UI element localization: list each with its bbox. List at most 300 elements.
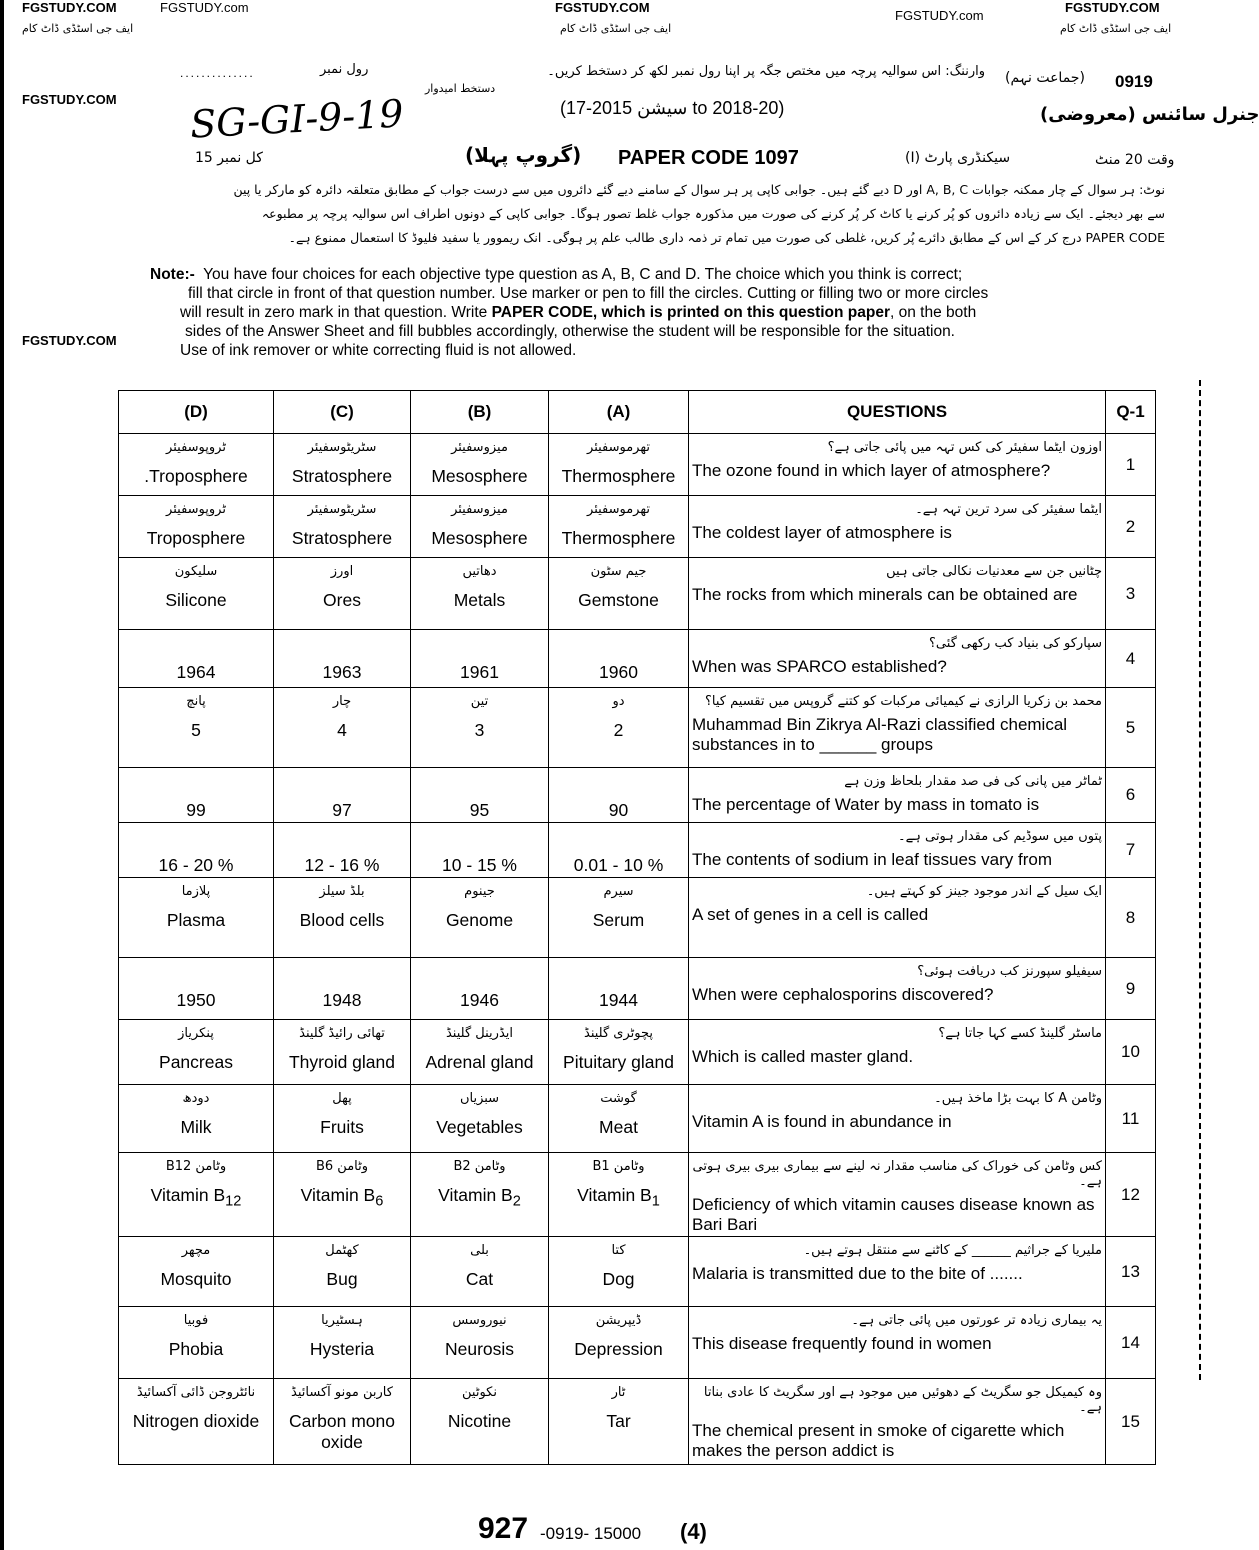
watermark: FGSTUDY.com bbox=[160, 0, 249, 15]
option-text: Nicotine bbox=[447, 1411, 512, 1431]
option-text: 97 bbox=[332, 800, 352, 820]
option-urdu bbox=[414, 964, 545, 986]
option-text: Vitamin B bbox=[577, 1185, 652, 1205]
table-row bbox=[119, 688, 1156, 768]
table-row bbox=[119, 1020, 1156, 1085]
option-english bbox=[414, 855, 545, 876]
header-q1: Q-1 bbox=[1106, 391, 1156, 434]
option-d bbox=[119, 630, 274, 688]
option-a bbox=[549, 1237, 689, 1307]
note-line: will result in zero mark in that question. Write bbox=[180, 304, 492, 321]
question-urdu: ماسٹر گلینڈ کسے کہا جاتا ہے؟ bbox=[938, 1026, 1102, 1041]
watermark: FGSTUDY.COM bbox=[22, 0, 117, 15]
option-text: 1964 bbox=[176, 662, 216, 682]
option-text: Plasma bbox=[166, 910, 226, 930]
option-urdu: فوبیا bbox=[183, 1313, 209, 1328]
question-english: A set of genes in a cell is called bbox=[692, 905, 929, 924]
option-text: 90 bbox=[608, 800, 629, 820]
option-urdu: نیوروسس bbox=[452, 1313, 507, 1328]
option-text: Nitrogen dioxide bbox=[132, 1411, 260, 1431]
option-c bbox=[274, 1307, 411, 1379]
question-number: 4 bbox=[1106, 630, 1156, 688]
option-urdu: سٹریٹوسفیئر bbox=[307, 502, 377, 517]
option-subscript: 12 bbox=[225, 1193, 242, 1210]
note-label: Note:- bbox=[150, 266, 195, 283]
option-english bbox=[122, 800, 270, 821]
option-text: Vitamin B bbox=[438, 1185, 513, 1205]
option-urdu: تھرموسفیئر bbox=[587, 440, 650, 455]
question-cell bbox=[689, 558, 1106, 630]
option-d bbox=[119, 958, 274, 1020]
question-urdu: چٹانیں جن سے معدنیات نکالی جاتی ہیں bbox=[886, 564, 1102, 579]
option-c bbox=[274, 958, 411, 1020]
option-english bbox=[552, 1052, 685, 1073]
option-english bbox=[122, 1185, 270, 1210]
option-text: 1948 bbox=[322, 990, 362, 1010]
header-b: (B) bbox=[411, 391, 549, 434]
option-a bbox=[549, 558, 689, 630]
option-text: Genome bbox=[445, 910, 514, 930]
option-text: Silicone bbox=[165, 590, 227, 610]
question-english: The chemical present in smoke of cigarette which makes the person addict is bbox=[692, 1421, 1065, 1460]
option-english bbox=[277, 800, 407, 821]
table-row bbox=[119, 958, 1156, 1020]
option-english bbox=[414, 1185, 545, 1210]
option-english bbox=[552, 800, 685, 821]
question-cell bbox=[689, 1379, 1106, 1465]
option-english bbox=[277, 1117, 407, 1138]
option-b bbox=[411, 434, 549, 496]
table-row bbox=[119, 1153, 1156, 1237]
question-number: 10 bbox=[1106, 1020, 1156, 1085]
question-cell bbox=[689, 1085, 1106, 1153]
total-marks: کل نمبر 15 bbox=[195, 150, 263, 166]
option-urdu: ٹروپوسفیئر bbox=[166, 502, 226, 517]
option-text: Stratosphere bbox=[291, 466, 393, 486]
question-urdu: سپارکو کی بنیاد کب رکھی گئی؟ bbox=[929, 636, 1102, 651]
option-urdu: جینوم bbox=[464, 884, 495, 899]
question-urdu: ٹماٹر میں پانی کی فی صد مقدار بلحاظ وزن ہے bbox=[844, 774, 1102, 789]
option-urdu: میزوسفیئر bbox=[451, 502, 508, 517]
question-number: 12 bbox=[1106, 1153, 1156, 1237]
option-urdu bbox=[122, 774, 270, 796]
option-urdu: وٹامن B1 bbox=[592, 1159, 645, 1174]
option-text: Serum bbox=[592, 910, 645, 930]
session: (سیشن 2015-17 to 2018-20) bbox=[560, 98, 785, 118]
question-number: 7 bbox=[1106, 823, 1156, 878]
option-urdu: پلازما bbox=[181, 884, 211, 899]
footer-code: -0919- 15000 bbox=[540, 1524, 642, 1543]
question-english: When was SPARCO established? bbox=[692, 657, 947, 676]
option-english bbox=[552, 1411, 685, 1432]
part-label: سیکنڈری پارٹ (I) bbox=[905, 150, 1011, 166]
option-english bbox=[552, 1185, 685, 1210]
option-text: Meat bbox=[599, 1117, 638, 1137]
option-c bbox=[274, 1379, 411, 1465]
table-row bbox=[119, 768, 1156, 823]
option-text: Fruits bbox=[320, 1117, 364, 1137]
option-urdu: نائٹروجن ڈائی آکسائیڈ bbox=[136, 1385, 256, 1400]
option-english bbox=[277, 662, 407, 683]
option-d bbox=[119, 1379, 274, 1465]
option-b bbox=[411, 1020, 549, 1085]
question-cell bbox=[689, 1237, 1106, 1307]
option-text: 16 - 20 % bbox=[158, 855, 234, 875]
option-english bbox=[122, 662, 270, 683]
option-urdu bbox=[552, 829, 685, 851]
option-text: 95 bbox=[469, 800, 490, 820]
option-subscript: 1 bbox=[651, 1193, 660, 1210]
question-number: 5 bbox=[1106, 688, 1156, 768]
mcq-table bbox=[118, 390, 1156, 1465]
option-text: Mesosphere bbox=[431, 528, 528, 548]
option-english bbox=[122, 720, 270, 741]
option-english bbox=[277, 1339, 407, 1360]
option-text: 1950 bbox=[176, 990, 216, 1010]
option-urdu: تھرموسفیئر bbox=[587, 502, 650, 517]
question-cell bbox=[689, 1020, 1106, 1085]
question-number: 6 bbox=[1106, 768, 1156, 823]
option-a bbox=[549, 630, 689, 688]
option-text: Metals bbox=[453, 590, 506, 610]
option-urdu: ہسٹیریا bbox=[321, 1313, 363, 1328]
option-c bbox=[274, 1237, 411, 1307]
option-english bbox=[277, 910, 407, 931]
question-number: 2 bbox=[1106, 496, 1156, 558]
option-b bbox=[411, 1153, 549, 1237]
question-number: 1 bbox=[1106, 434, 1156, 496]
option-text: Stratosphere bbox=[291, 528, 393, 548]
option-text: Bug bbox=[326, 1269, 358, 1289]
option-d bbox=[119, 1237, 274, 1307]
table-row bbox=[119, 434, 1156, 496]
option-text: 1960 bbox=[599, 662, 638, 682]
question-urdu: کس وٹامن کی خوراک کی مناسب مقدار نہ لینے سے بیماری بیری بیری ہوتی ہے۔ bbox=[692, 1159, 1102, 1189]
question-number: 8 bbox=[1106, 878, 1156, 958]
option-d bbox=[119, 558, 274, 630]
option-urdu: سبزیاں bbox=[459, 1091, 500, 1106]
option-text: Vegetables bbox=[436, 1117, 523, 1137]
option-a bbox=[549, 688, 689, 768]
handwritten-code: SG-GI-9-19 bbox=[188, 91, 405, 147]
option-english bbox=[414, 1052, 545, 1073]
option-text: Milk bbox=[180, 1117, 212, 1137]
option-text: 4 bbox=[337, 720, 347, 740]
option-a bbox=[549, 1307, 689, 1379]
question-english: This disease frequently found in women bbox=[692, 1334, 992, 1353]
option-b bbox=[411, 688, 549, 768]
option-text: Depression bbox=[574, 1339, 663, 1359]
option-english bbox=[122, 528, 270, 549]
option-urdu: ٹار bbox=[611, 1385, 626, 1400]
table-row bbox=[119, 1085, 1156, 1153]
option-urdu: دودھ bbox=[182, 1091, 210, 1106]
option-text: Hysteria bbox=[309, 1339, 375, 1359]
question-english: The ozone found in which layer of atmosphere? bbox=[692, 461, 1051, 480]
question-english: Vitamin A is found in abundance in bbox=[692, 1112, 952, 1131]
option-text: 3 bbox=[474, 720, 485, 740]
option-english bbox=[552, 910, 685, 931]
time-label: وقت 20 منٹ bbox=[1095, 152, 1175, 168]
option-urdu: کاربن مونو آکسائیڈ bbox=[291, 1385, 393, 1400]
subject-title: جنرل سائنس (معروضی) bbox=[1040, 104, 1259, 125]
header-a: (A) bbox=[549, 391, 689, 434]
option-urdu: تین bbox=[470, 694, 489, 709]
option-b bbox=[411, 1085, 549, 1153]
question-urdu: سیفیلو سپورنز کب دریافت ہوئی؟ bbox=[917, 964, 1102, 979]
option-urdu bbox=[122, 964, 270, 986]
option-urdu: مچھر bbox=[181, 1243, 211, 1258]
option-english bbox=[122, 1117, 270, 1138]
option-text: 1963 bbox=[322, 662, 362, 682]
option-a bbox=[549, 768, 689, 823]
option-a bbox=[549, 1153, 689, 1237]
question-cell bbox=[689, 768, 1106, 823]
option-d bbox=[119, 1153, 274, 1237]
footer-copies: (4) bbox=[680, 1519, 707, 1544]
option-text: Pancreas bbox=[159, 1052, 233, 1072]
option-english bbox=[414, 990, 545, 1011]
option-urdu: دو bbox=[612, 694, 625, 709]
option-text: Thermosphere bbox=[561, 528, 676, 548]
question-urdu: یہ بیماری زیادہ تر عورتوں میں پائی جاتی ہے۔ bbox=[851, 1313, 1102, 1328]
watermark: FGSTUDY.com bbox=[895, 8, 984, 23]
watermark: FGSTUDY.COM bbox=[22, 333, 117, 348]
option-urdu: اورز bbox=[330, 564, 354, 579]
question-english: When were cephalosporins discovered? bbox=[692, 985, 994, 1004]
option-urdu bbox=[122, 829, 270, 851]
question-number: 14 bbox=[1106, 1307, 1156, 1379]
option-d bbox=[119, 496, 274, 558]
option-d bbox=[119, 434, 274, 496]
watermark: FGSTUDY.COM bbox=[555, 0, 650, 15]
option-text: Tar bbox=[606, 1411, 631, 1431]
option-urdu: جیم سٹون bbox=[590, 564, 647, 579]
option-subscript: 6 bbox=[375, 1193, 384, 1210]
option-d bbox=[119, 823, 274, 878]
option-text: Adrenal gland bbox=[425, 1052, 534, 1072]
question-urdu: ایک سیل کے اندر موجود جینز کو کہتے ہیں۔ bbox=[866, 884, 1102, 899]
option-english bbox=[277, 1411, 407, 1453]
option-english bbox=[122, 855, 270, 876]
table-row bbox=[119, 878, 1156, 958]
option-text: 1944 bbox=[599, 990, 638, 1010]
class-label: (جماعت نہم) bbox=[1005, 70, 1085, 86]
option-urdu: وٹامن B12 bbox=[165, 1159, 227, 1174]
question-urdu: ملیریا کے جراثیم ______ کے کاٹنے سے منتقل ہوتے ہیں۔ bbox=[803, 1243, 1102, 1258]
option-urdu: نکوٹین bbox=[462, 1385, 497, 1400]
option-english bbox=[552, 1117, 685, 1138]
note-bold: PAPER CODE, which is printed on this question paper bbox=[491, 304, 891, 321]
option-english bbox=[414, 466, 545, 487]
signature-label: دستخط امیدوار bbox=[425, 82, 496, 95]
option-english bbox=[414, 720, 545, 741]
watermark: FGSTUDY.COM bbox=[22, 92, 117, 107]
option-text: Vitamin B bbox=[150, 1185, 226, 1205]
warning-text: وارننگ: اس سوالیہ پرچہ میں مختص جگہ پر اپنا رول نمبر لکھ کر دستخط کریں۔ bbox=[547, 64, 985, 79]
note-line: Use of ink remover or white correcting fluid is not allowed. bbox=[180, 342, 577, 359]
option-text: Thyroid gland bbox=[288, 1052, 396, 1072]
option-c bbox=[274, 688, 411, 768]
header-d: (D) bbox=[119, 391, 274, 434]
option-urdu bbox=[277, 636, 407, 658]
option-urdu: وٹامن B2 bbox=[453, 1159, 506, 1174]
question-english: The percentage of Water by mass in tomato is bbox=[692, 795, 1040, 814]
header-questions: QUESTIONS bbox=[689, 391, 1106, 434]
option-text: Cat bbox=[465, 1269, 494, 1289]
option-english bbox=[552, 466, 685, 487]
option-urdu: سٹریٹوسفیئر bbox=[307, 440, 377, 455]
option-c bbox=[274, 496, 411, 558]
option-a bbox=[549, 823, 689, 878]
option-text: 0.01 - 10 % bbox=[573, 855, 664, 875]
option-urdu: سیرم bbox=[603, 884, 634, 899]
question-cell bbox=[689, 688, 1106, 768]
option-english bbox=[277, 720, 407, 741]
footer-code-big: 927 bbox=[478, 1512, 529, 1545]
option-urdu: پانچ bbox=[186, 694, 206, 709]
question-english: The coldest layer of atmosphere is bbox=[692, 523, 952, 542]
option-urdu: وٹامن B6 bbox=[315, 1159, 369, 1174]
question-english: The rocks from which minerals can be obtained are bbox=[692, 585, 1078, 604]
question-cell bbox=[689, 823, 1106, 878]
option-english bbox=[277, 855, 407, 876]
option-c bbox=[274, 768, 411, 823]
option-urdu bbox=[277, 774, 407, 796]
option-text: Blood cells bbox=[299, 910, 385, 930]
option-a bbox=[549, 958, 689, 1020]
option-urdu bbox=[414, 829, 545, 851]
question-cell bbox=[689, 434, 1106, 496]
question-number: 15 bbox=[1106, 1379, 1156, 1465]
question-cell bbox=[689, 630, 1106, 688]
option-english bbox=[122, 1269, 270, 1290]
option-text: Pituitary gland bbox=[563, 1052, 674, 1072]
option-english bbox=[414, 1411, 545, 1432]
option-english bbox=[414, 800, 545, 821]
option-english bbox=[552, 1269, 685, 1290]
option-text: 1961 bbox=[460, 662, 499, 682]
option-a bbox=[549, 878, 689, 958]
table-row bbox=[119, 1237, 1156, 1307]
option-b bbox=[411, 630, 549, 688]
question-english: Which is called master gland. bbox=[692, 1047, 914, 1066]
instructions-english bbox=[150, 265, 1160, 360]
option-text: Neurosis bbox=[444, 1339, 515, 1359]
option-text: 10 - 15 % bbox=[442, 855, 517, 875]
question-number: 11 bbox=[1106, 1085, 1156, 1153]
option-b bbox=[411, 768, 549, 823]
option-urdu bbox=[552, 774, 685, 796]
option-urdu: گوشت bbox=[600, 1091, 637, 1106]
option-text: Phobia bbox=[168, 1339, 224, 1359]
option-text: Ores bbox=[323, 590, 361, 610]
question-number: 13 bbox=[1106, 1237, 1156, 1307]
option-b bbox=[411, 496, 549, 558]
roll-no-label: رول نمبر bbox=[320, 62, 369, 77]
question-cell bbox=[689, 878, 1106, 958]
option-c bbox=[274, 1085, 411, 1153]
option-d bbox=[119, 1085, 274, 1153]
option-english bbox=[414, 1269, 545, 1290]
option-english bbox=[277, 466, 407, 487]
option-urdu bbox=[277, 829, 407, 851]
option-a bbox=[549, 1020, 689, 1085]
option-english bbox=[122, 466, 270, 487]
question-cell bbox=[689, 496, 1106, 558]
watermark-urdu: ایف جی اسٹڈی ڈاٹ کام bbox=[1060, 22, 1172, 35]
option-d bbox=[119, 688, 274, 768]
option-text: 2 bbox=[613, 720, 624, 740]
table-row bbox=[119, 823, 1156, 878]
option-text: Mosquito bbox=[160, 1269, 232, 1289]
question-english: Muhammad Bin Zikrya Al-Razi classified chemical substances in to ______ groups bbox=[692, 715, 1068, 754]
option-urdu: بلڈ سیلز bbox=[319, 884, 365, 899]
question-urdu: وٹامن A کا بہت بڑا ماخذ ہیں۔ bbox=[934, 1091, 1102, 1106]
question-urdu: محمد بن زکریا الرازی نے کیمیائی مرکبات کو کتنے گروپس میں تقسیم کیا؟ bbox=[705, 694, 1102, 709]
option-english bbox=[122, 1411, 270, 1432]
option-c bbox=[274, 558, 411, 630]
question-english: The contents of sodium in leaf tissues vary from bbox=[692, 850, 1052, 869]
option-text: Mesosphere bbox=[431, 466, 528, 486]
note-line: , on the both bbox=[890, 304, 977, 321]
note-line: fill that circle in front of that question number. Use marker or pen to fill the circles. Cutting or filling two or more circles bbox=[188, 285, 989, 302]
option-text: 99 bbox=[186, 800, 206, 820]
option-english bbox=[122, 590, 270, 611]
instruction-urdu-line: PAPER CODE درج کر کے اس کے مطابق دائرے پُر کریں، غلطی کی صورت میں تمام تر ذمہ داری طالب علم پر ہوگی۔ انک ریموور یا سفید فلیوڈ کا استعمال ممنوع ہے۔ bbox=[288, 230, 1165, 245]
option-b bbox=[411, 823, 549, 878]
option-english bbox=[552, 528, 685, 549]
option-english bbox=[414, 910, 545, 931]
option-urdu: چار bbox=[332, 694, 352, 709]
option-c bbox=[274, 434, 411, 496]
option-subscript: 2 bbox=[512, 1193, 521, 1210]
option-urdu: تھائی رائیڈ گلینڈ bbox=[299, 1026, 385, 1041]
option-english bbox=[414, 662, 545, 683]
option-english bbox=[122, 1052, 270, 1073]
option-urdu: سلیکون bbox=[174, 564, 218, 579]
option-english bbox=[277, 528, 407, 549]
option-a bbox=[549, 496, 689, 558]
question-english: Malaria is transmitted due to the bite of ....... bbox=[692, 1264, 1023, 1283]
option-b bbox=[411, 1237, 549, 1307]
table-row bbox=[119, 496, 1156, 558]
option-urdu: میزوسفیئر bbox=[451, 440, 508, 455]
question-number: 9 bbox=[1106, 958, 1156, 1020]
option-urdu: دھاتیں bbox=[462, 564, 497, 579]
option-b bbox=[411, 878, 549, 958]
option-text: 1946 bbox=[460, 990, 499, 1010]
question-english: Deficiency of which vitamin causes disease known as Bari Bari bbox=[692, 1195, 1095, 1234]
option-urdu bbox=[414, 774, 545, 796]
option-text: Thermosphere bbox=[561, 466, 676, 486]
option-urdu: ڈیپریشن bbox=[595, 1313, 642, 1328]
header-c: (C) bbox=[274, 391, 411, 434]
perforation-edge bbox=[1199, 380, 1219, 1380]
option-urdu: کتا bbox=[611, 1243, 626, 1258]
option-urdu: ٹروپوسفیئر bbox=[166, 440, 226, 455]
option-english bbox=[552, 720, 685, 741]
table-row bbox=[119, 1307, 1156, 1379]
option-a bbox=[549, 1379, 689, 1465]
question-urdu: پتوں میں سوڈیم کی مقدار ہوتی ہے۔ bbox=[898, 829, 1102, 844]
option-urdu: بلی bbox=[470, 1243, 489, 1258]
option-english bbox=[414, 1117, 545, 1138]
option-english bbox=[277, 590, 407, 611]
option-text: Dog bbox=[602, 1269, 635, 1289]
option-d bbox=[119, 768, 274, 823]
option-urdu bbox=[277, 964, 407, 986]
